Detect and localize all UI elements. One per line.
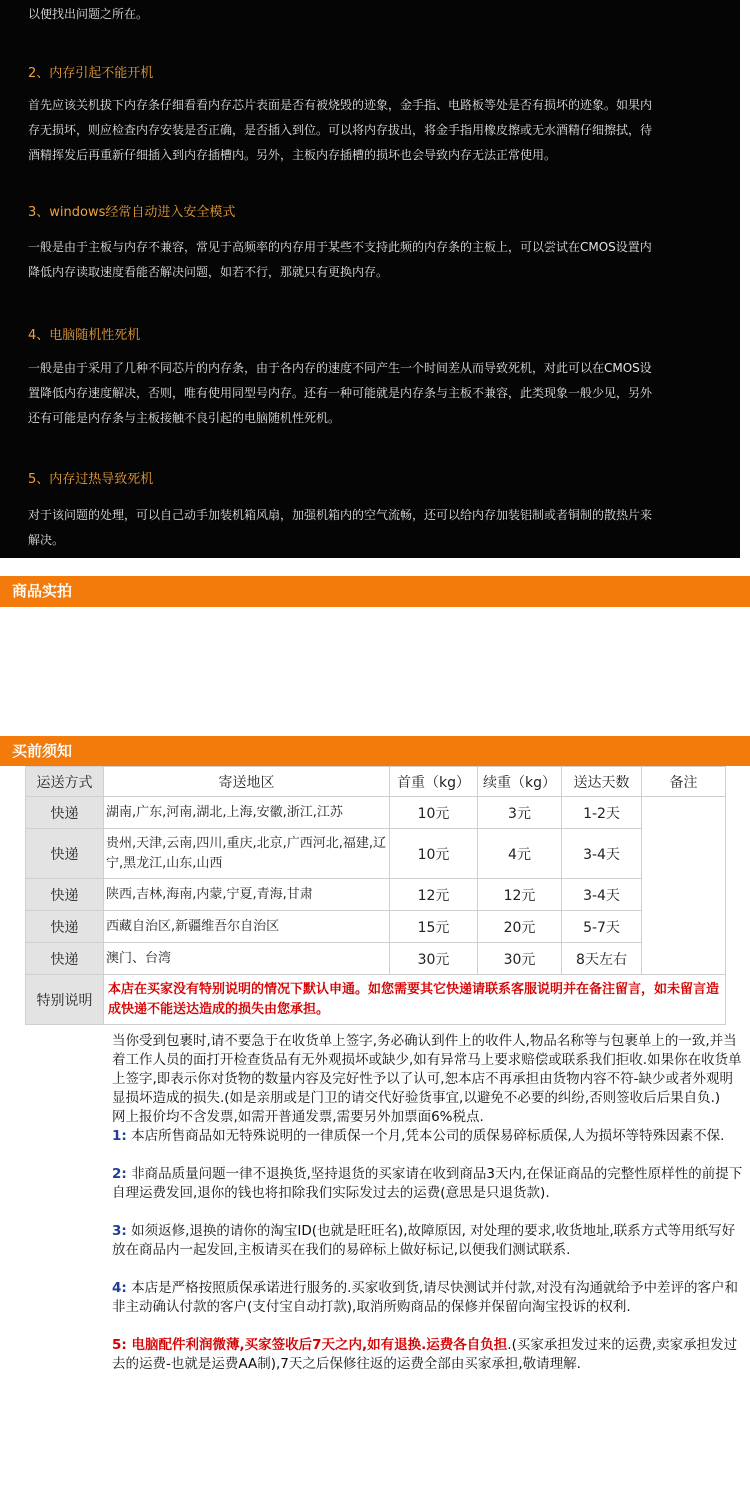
note-number: 3: (112, 1223, 127, 1239)
note-text: 本店所售商品如无特殊说明的一律质保一个月,凭本公司的质保易碎标质保,人为损坏等特殊因素不保. (126, 1128, 725, 1144)
note-text: 本店是严格按照质保承诺进行服务的.买家收到货,请尽快测试并付款,对没有沟通就给予中差评的客户和非主动确认付款的客户(支付宝自动打款),取消所购商品的保修并保留向淘宝投诉的权利. (112, 1280, 738, 1315)
row-extra: 3元 (478, 797, 562, 829)
header-method: 运送方式 (26, 767, 104, 797)
note-item (112, 1127, 744, 1146)
row-days: 3-4天 (562, 829, 642, 879)
row-method: 快递 (26, 797, 104, 829)
row-first: 15元 (390, 911, 478, 943)
note-item (112, 1165, 744, 1203)
row-days: 5-7天 (562, 911, 642, 943)
note-spacer (112, 1317, 744, 1336)
note-text: 非商品质量问题一律不退换货,坚持退货的买家请在收到商品3天内,在保证商品的完整性原样性的前提下自理运费发回,退你的钱也将扣除我们实际发过去的运费(意思是只退货款). (112, 1166, 743, 1201)
table-header-row (26, 767, 726, 797)
note-spacer (112, 1260, 744, 1279)
faq-title-3: 3、windows经常自动进入安全模式 (28, 205, 236, 220)
notes-invoice: 网上报价均不含发票,如需开普通发票,需要另外加票面6%税点. (112, 1109, 484, 1125)
special-note-row (26, 975, 726, 1025)
faq-text-2-line1: 首先应该关机拔下内存条仔细看看内存芯片表面是否有被烧毁的迹象，金手指、电路板等处是否有损坏的迹象。如果内 (28, 98, 653, 112)
note-number: 5: (112, 1337, 127, 1353)
row-region: 陕西,吉林,海南,内蒙,宁夏,青海,甘肃 (104, 879, 390, 911)
header-remark: 备注 (642, 767, 726, 797)
header-extra-weight: 续重（kg） (478, 767, 562, 797)
faq-text-5-line1: 对于该问题的处理，可以自己动手加装机箱风扇，加强机箱内的空气流畅，还可以给内存加装铝制或者铜制的散热片来 (28, 508, 653, 522)
row-extra: 20元 (478, 911, 562, 943)
section-title-notice: 买前须知 (0, 736, 750, 766)
note-item (112, 1222, 744, 1260)
row-days: 3-4天 (562, 879, 642, 911)
row-method: 快递 (26, 911, 104, 943)
row-first: 30元 (390, 943, 478, 975)
note-spacer (112, 1146, 744, 1165)
faq-text-5-line2: 解决。 (28, 533, 65, 547)
row-first: 10元 (390, 797, 478, 829)
section-title-photos: 商品实拍 (0, 576, 750, 607)
header-first-weight: 首重（kg） (390, 767, 478, 797)
faq-text-2-line2: 存无损坏，则应检查内存安装是否正确，是否插入到位。可以将内存拔出，将金手指用橡皮擦或无水酒精仔细擦拭，待 (28, 123, 653, 137)
faq-intro-tail: 以便找出问题之所在。 (28, 7, 149, 21)
header-days: 送达天数 (562, 767, 642, 797)
faq-panel (0, 0, 740, 558)
row-method: 快递 (26, 829, 104, 879)
faq-text-4-line1: 一般是由于采用了几种不同芯片的内存条，由于各内存的速度不同产生一个时间差从而导致死机，对此可以在CMOS设 (28, 361, 652, 375)
notes-intro: 当你受到包裹时,请不要急于在收货单上签字,务必确认到件上的收件人,物品名称等与包裹单上的一致,并当着工作人员的面打开检查货品有无外观损坏或缺少,如有异常马上要求赔偿或联系我们拒收.如果你在收货单上签字,即表示你对货物的数量内容及完好性予以了认可,恕本店不再承担由货物内容不符-缺少或者外观明显损坏造成的损失.(如是亲朋或是门卫的请交代好验货事宜,以避免不必要的纠纷,否则签收后后果自负.) (112, 1033, 742, 1106)
row-region: 西藏自治区,新疆维吾尔自治区 (104, 911, 390, 943)
faq-title-5: 5、内存过热导致死机 (28, 472, 154, 487)
note-text: 如须返修,退换的请你的淘宝ID(也就是旺旺名),故障原因, 对处理的要求,收货地址,联系方式等用纸写好放在商品内一起发回,主板请买在我们的易碎标上做好标记,以便我们测试联系. (112, 1223, 736, 1258)
faq-text-4-line2: 置降低内存速度解决，否则，唯有使用同型号内存。还有一种可能就是内存条与主板不兼容，此类现象一般少见，另外 (28, 386, 653, 400)
row-remark (642, 797, 726, 975)
faq-title-2: 2、内存引起不能开机 (28, 66, 154, 81)
note-spacer (112, 1203, 744, 1222)
row-first: 12元 (390, 879, 478, 911)
row-days: 1-2天 (562, 797, 642, 829)
row-region: 澳门、台湾 (104, 943, 390, 975)
row-method: 快递 (26, 879, 104, 911)
faq-text-4-line3: 还有可能是内存条与主板接触不良引起的电脑随机性死机。 (28, 411, 341, 425)
row-extra: 30元 (478, 943, 562, 975)
table-row (26, 943, 726, 975)
header-region: 寄送地区 (104, 767, 390, 797)
row-method: 快递 (26, 943, 104, 975)
table-row (26, 797, 726, 829)
table-row (26, 911, 726, 943)
faq-text-3-line2: 降低内存读取速度看能否解决问题，如若不行，那就只有更换内存。 (28, 265, 389, 279)
note-number: 4: (112, 1280, 127, 1296)
note-number: 2: (112, 1166, 127, 1182)
note-number: 1: (112, 1128, 127, 1144)
faq-text-3-line1: 一般是由于主板与内存不兼容，常见于高频率的内存用于某些不支持此频的内存条的主板上，可以尝试在CMOS设置内 (28, 240, 652, 254)
purchase-notes (112, 1032, 744, 1374)
row-first: 10元 (390, 829, 478, 879)
faq-text-2-line3: 酒精挥发后再重新仔细插入到内存插槽内。另外，主板内存插槽的损坏也会导致内存无法正常使用。 (28, 148, 557, 162)
note-item-highlight (112, 1336, 744, 1374)
faq-title-4: 4、电脑随机性死机 (28, 328, 141, 343)
table-row (26, 879, 726, 911)
special-label: 特别说明 (26, 975, 104, 1025)
special-text: 本店在买家没有特别说明的情况下默认申通。如您需要其它快递请联系客服说明并在备注留言，如未留言造成快递不能送达造成的损失由您承担。 (104, 975, 726, 1025)
shipping-table (25, 766, 726, 1025)
row-extra: 12元 (478, 879, 562, 911)
row-extra: 4元 (478, 829, 562, 879)
note-text: .(买家承担发过来的运费,卖家承担发过去的运费-也就是运费AA制),7天之后保修往返的运费全部由买家承担,敬请理解. (112, 1337, 738, 1372)
row-days: 8天左右 (562, 943, 642, 975)
note-item (112, 1279, 744, 1317)
table-row (26, 829, 726, 879)
note-highlight-text: 电脑配件利润微薄,买家签收后7天之内,如有退换.运费各自负担 (126, 1337, 508, 1353)
row-region: 湖南,广东,河南,湖北,上海,安徽,浙江,江苏 (104, 797, 390, 829)
row-region: 贵州,天津,云南,四川,重庆,北京,广西河北,福建,辽宁,黑龙江,山东,山西 (104, 829, 390, 879)
